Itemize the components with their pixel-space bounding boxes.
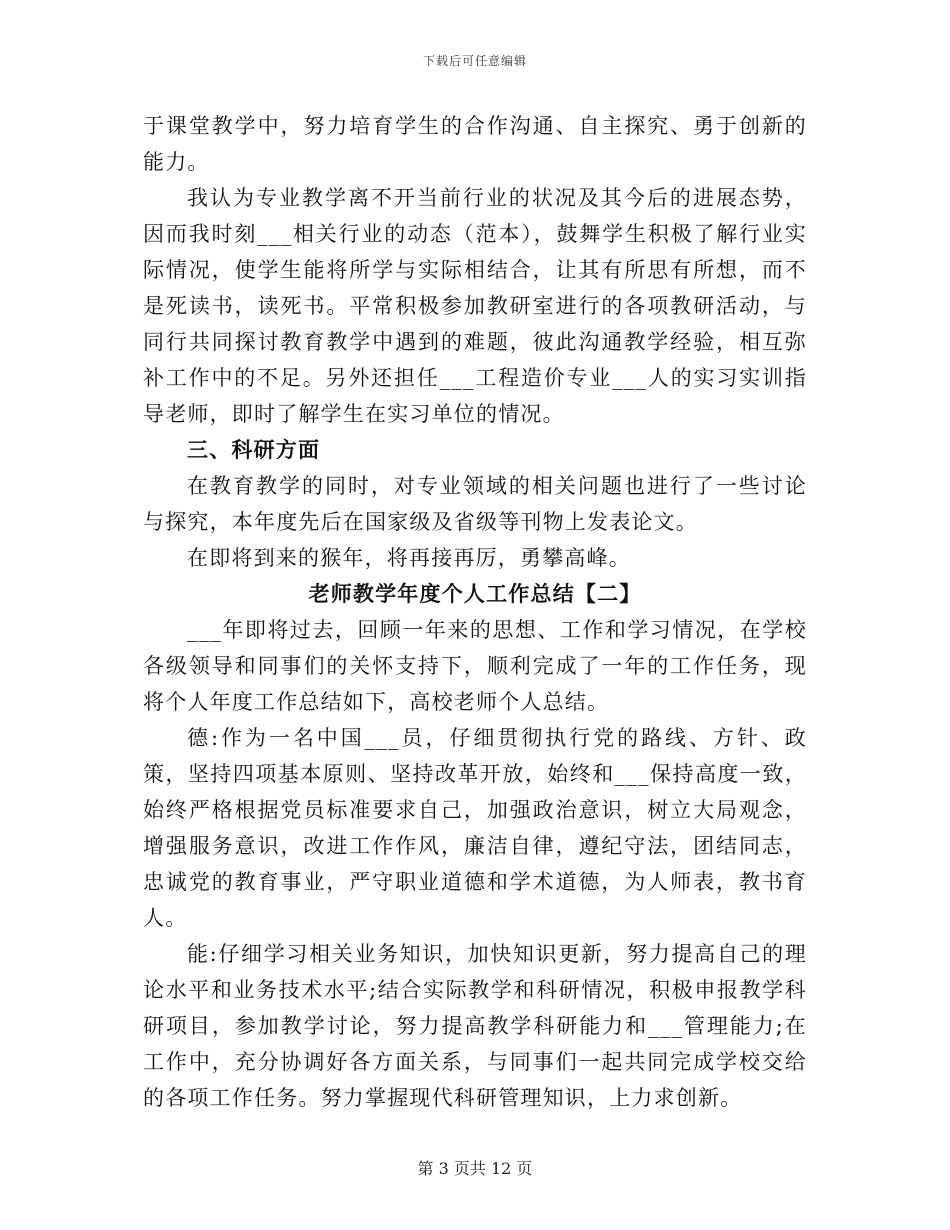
header-note: 下载后可任意编辑 xyxy=(422,54,527,68)
paragraph-new-year: 在即将到来的猴年，将再接再厉，勇攀高峰。 xyxy=(187,546,631,570)
document-body xyxy=(143,108,807,1116)
paragraph-continuation: 于课堂教学中，努力培育学生的合作沟通、自主探究、勇于创新的能力。 xyxy=(143,114,807,174)
section-heading-research: 三、科研方面 xyxy=(187,437,321,462)
paragraph-morality: 德:作为一名中国___员，仔细贯彻执行党的路线、方针、政策，坚持四项基本原则、坚持改革开放，始终和___保持高度一致，始终严格根据党员标准要求自己，加强政治意识，树立大局观念，增强服务意识，改进工作作风，廉洁自律，遵纪守法，团结同志，忠诚党的教育事业，严守职业道德和学术道德，为人师表，教书育人。 xyxy=(143,726,807,930)
paragraph-industry-dynamics: 我认为专业教学离不开当前行业的状况及其今后的进展态势，因而我时刻___相关行业的动态（范本），鼓舞学生积极了解行业实际情况，使学生能将所学与实际相结合，让其有所思有所想，而不是死读书，读死书。平常积极参加教研室进行的各项教研活动，与同行共同探讨教育教学中遇到的难题，彼此沟通教学经验，相互弥补工作中的不足。另外还担任___工程造价专业___人的实习实训指导老师，即时了解学生在实习单位的情况。 xyxy=(143,186,807,426)
page-number: 第 3 页共 12 页 xyxy=(417,1159,533,1178)
paragraph-ability: 能:仔细学习相关业务知识，加快知识更新，努力提高自己的理论水平和业务技术水平;结合实际教学和科研情况，积极申报教学科研项目，参加教学讨论，努力提高教学科研能力和___管理能力;在工作中，充分协调好各方面关系，与同事们一起共同完成学校交给的各项工作任务。努力掌握现代科研管理知识，上力求创新。 xyxy=(143,942,807,1110)
paragraph-research: 在教育教学的同时，对专业领域的相关问题也进行了一些讨论与探究，本年度先后在国家级及省级等刊物上发表论文。 xyxy=(143,474,807,534)
document-title-two: 老师教学年度个人工作总结【二】 xyxy=(308,581,642,606)
paragraph-year-review: ___年即将过去，回顾一年来的思想、工作和学习情况，在学校各级领导和同事们的关怀支持下，顺利完成了一年的工作任务，现将个人年度工作总结如下，高校老师个人总结。 xyxy=(143,618,807,714)
